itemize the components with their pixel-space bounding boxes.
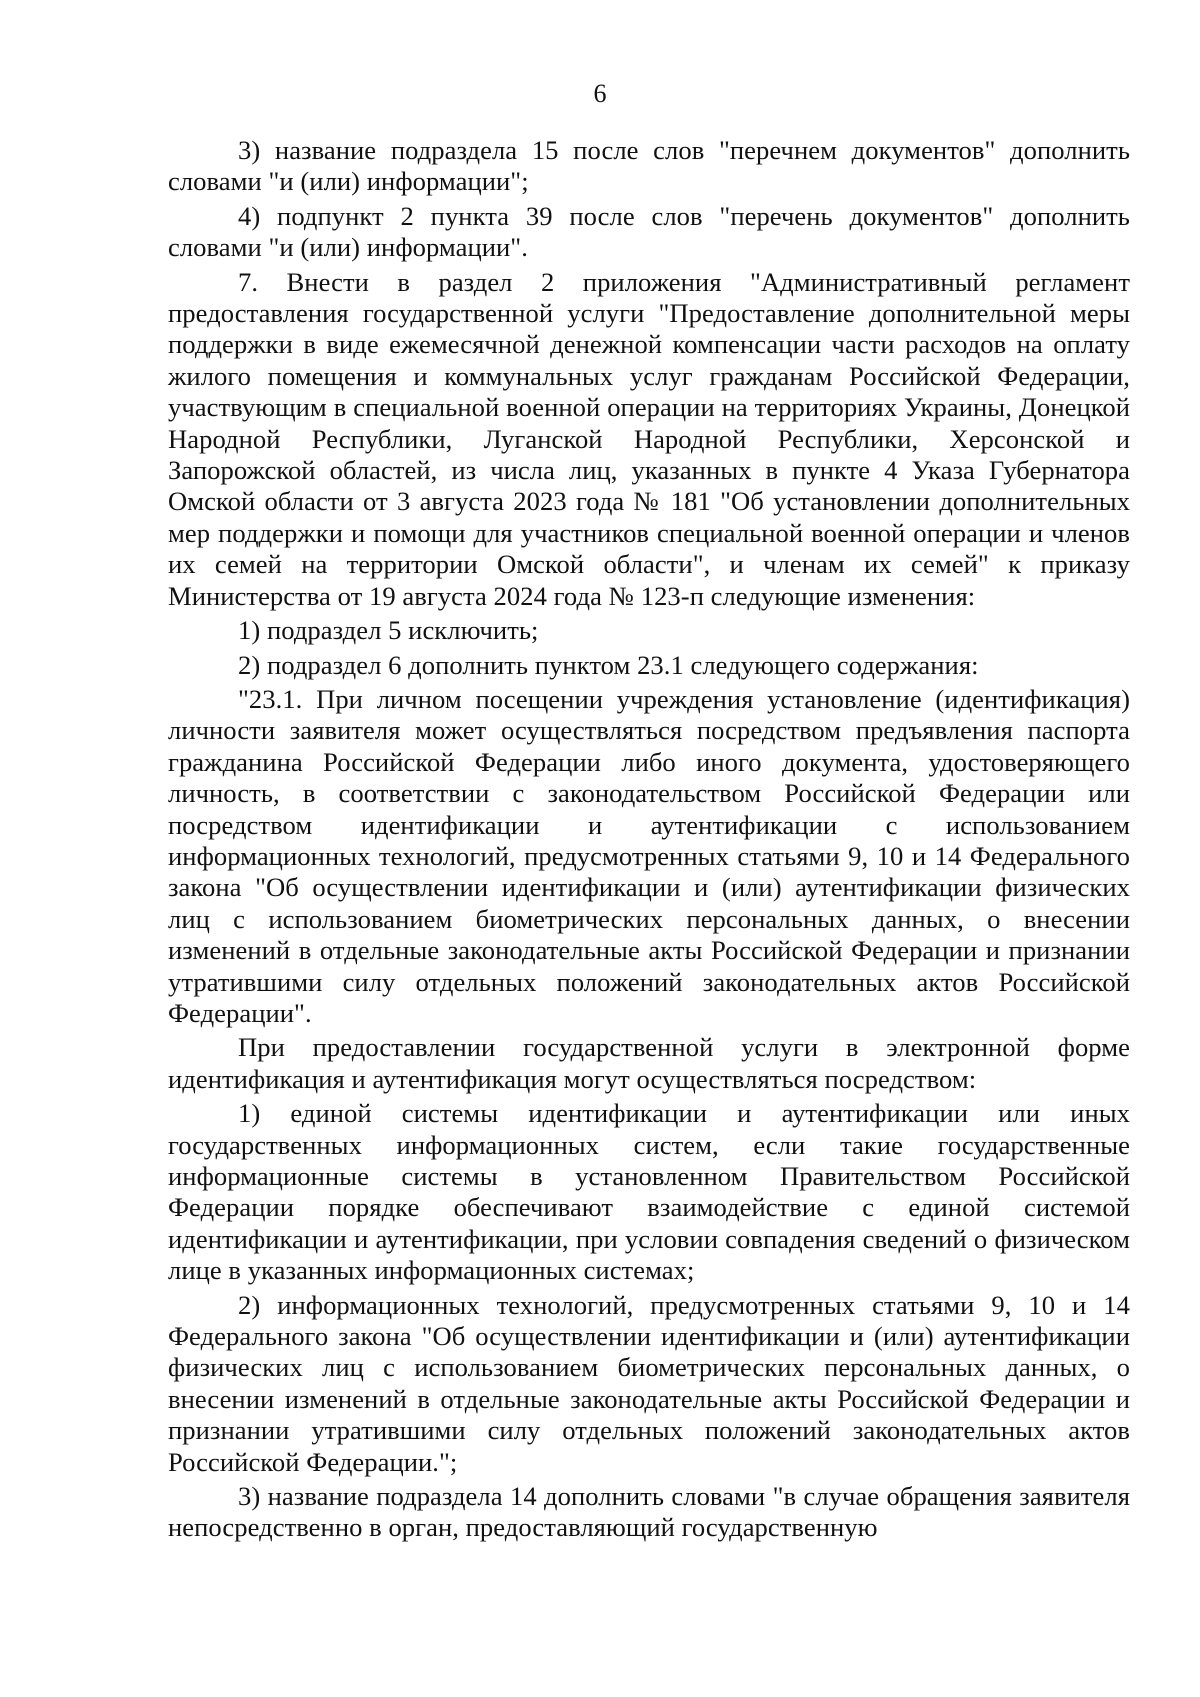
document-body — [168, 135, 1130, 1544]
paragraph-8: 1) единой системы идентификации и аутентификации или иных государственных информационных систем, если такие государственные информационные системы в установленном Правительством Российской Федерации порядке обеспечивают взаимодействие с единой системой идентификации и аутентификации, при условии совпадения сведений о физическом лице в указанных информационных системах; — [168, 1098, 1130, 1286]
paragraph-10: 3) название подраздела 14 дополнить словами "в случае обращения заявителя непосредственно в орган, предоставляющий государственную — [168, 1481, 1130, 1543]
page-number: 6 — [593, 79, 607, 108]
paragraph-9: 2) информационных технологий, предусмотренных статьями 9, 10 и 14 Федерального закона "Об осуществлении идентификации и (или) аутентификации физических лиц с использованием биометрических персональных данных, о внесении изменений в отдельные законодательные акты Российской Федерации и признании утратившими силу отдельных положений законодательных актов Российской Федерации."; — [168, 1289, 1130, 1477]
paragraph-3: 7. Внести в раздел 2 приложения "Административный регламент предоставления государственной услуги "Предоставление дополнительной меры поддержки в виде ежемесячной денежной компенсации части расходов на оплату жилого помещения и коммунальных услуг гражданам Российской Федерации, участвующим в специальной военной операции на территориях Украины, Донецкой Народной Республики, Луганской Народной Республики, Херсонской и Запорожской областей, из числа лиц, указанных в пункте 4 Указа Губернатора Омской области от 3 августа 2023 года № 181 "Об установлении дополнительных мер поддержки и помощи для участников специальной военной операции и членов их семей на территории Омской области", и членам их семей" к приказу Министерства от 19 августа 2024 года № 123-п следующие изменения: — [168, 266, 1130, 611]
paragraph-4: 1) подраздел 5 исключить; — [238, 615, 539, 646]
paragraph-2: 4) подпункт 2 пункта 39 после слов "перечень документов" дополнить словами "и (или) информации". — [168, 200, 1130, 263]
paragraph-1: 3) название подраздела 15 после слов "перечнем документов" дополнить словами "и (или) информации"; — [168, 135, 1130, 197]
paragraph-7: При предоставлении государственной услуги в электронной форме идентификация и аутентификация могут осуществляться посредством: — [168, 1032, 1130, 1094]
paragraph-5: 2) подраздел 6 дополнить пунктом 23.1 следующего содержания: — [238, 649, 979, 680]
paragraph-6: "23.1. При личном посещении учреждения установление (идентификация) личности заявителя может осуществляться посредством предъявления паспорта гражданина Российской Федерации либо иного документа, удостоверяющего личность, в соответствии с законодательством Российской Федерации или посредством идентификации и аутентификации с использованием информационных технологий, предусмотренных статьями 9, 10 и 14 Федерального закона "Об осуществлении идентификации и (или) аутентификации физических лиц с использованием биометрических персональных данных, о внесении изменений в отдельные законодательные акты Российской Федерации и признании утратившими силу отдельных положений законодательных актов Российской Федерации". — [168, 683, 1130, 1028]
